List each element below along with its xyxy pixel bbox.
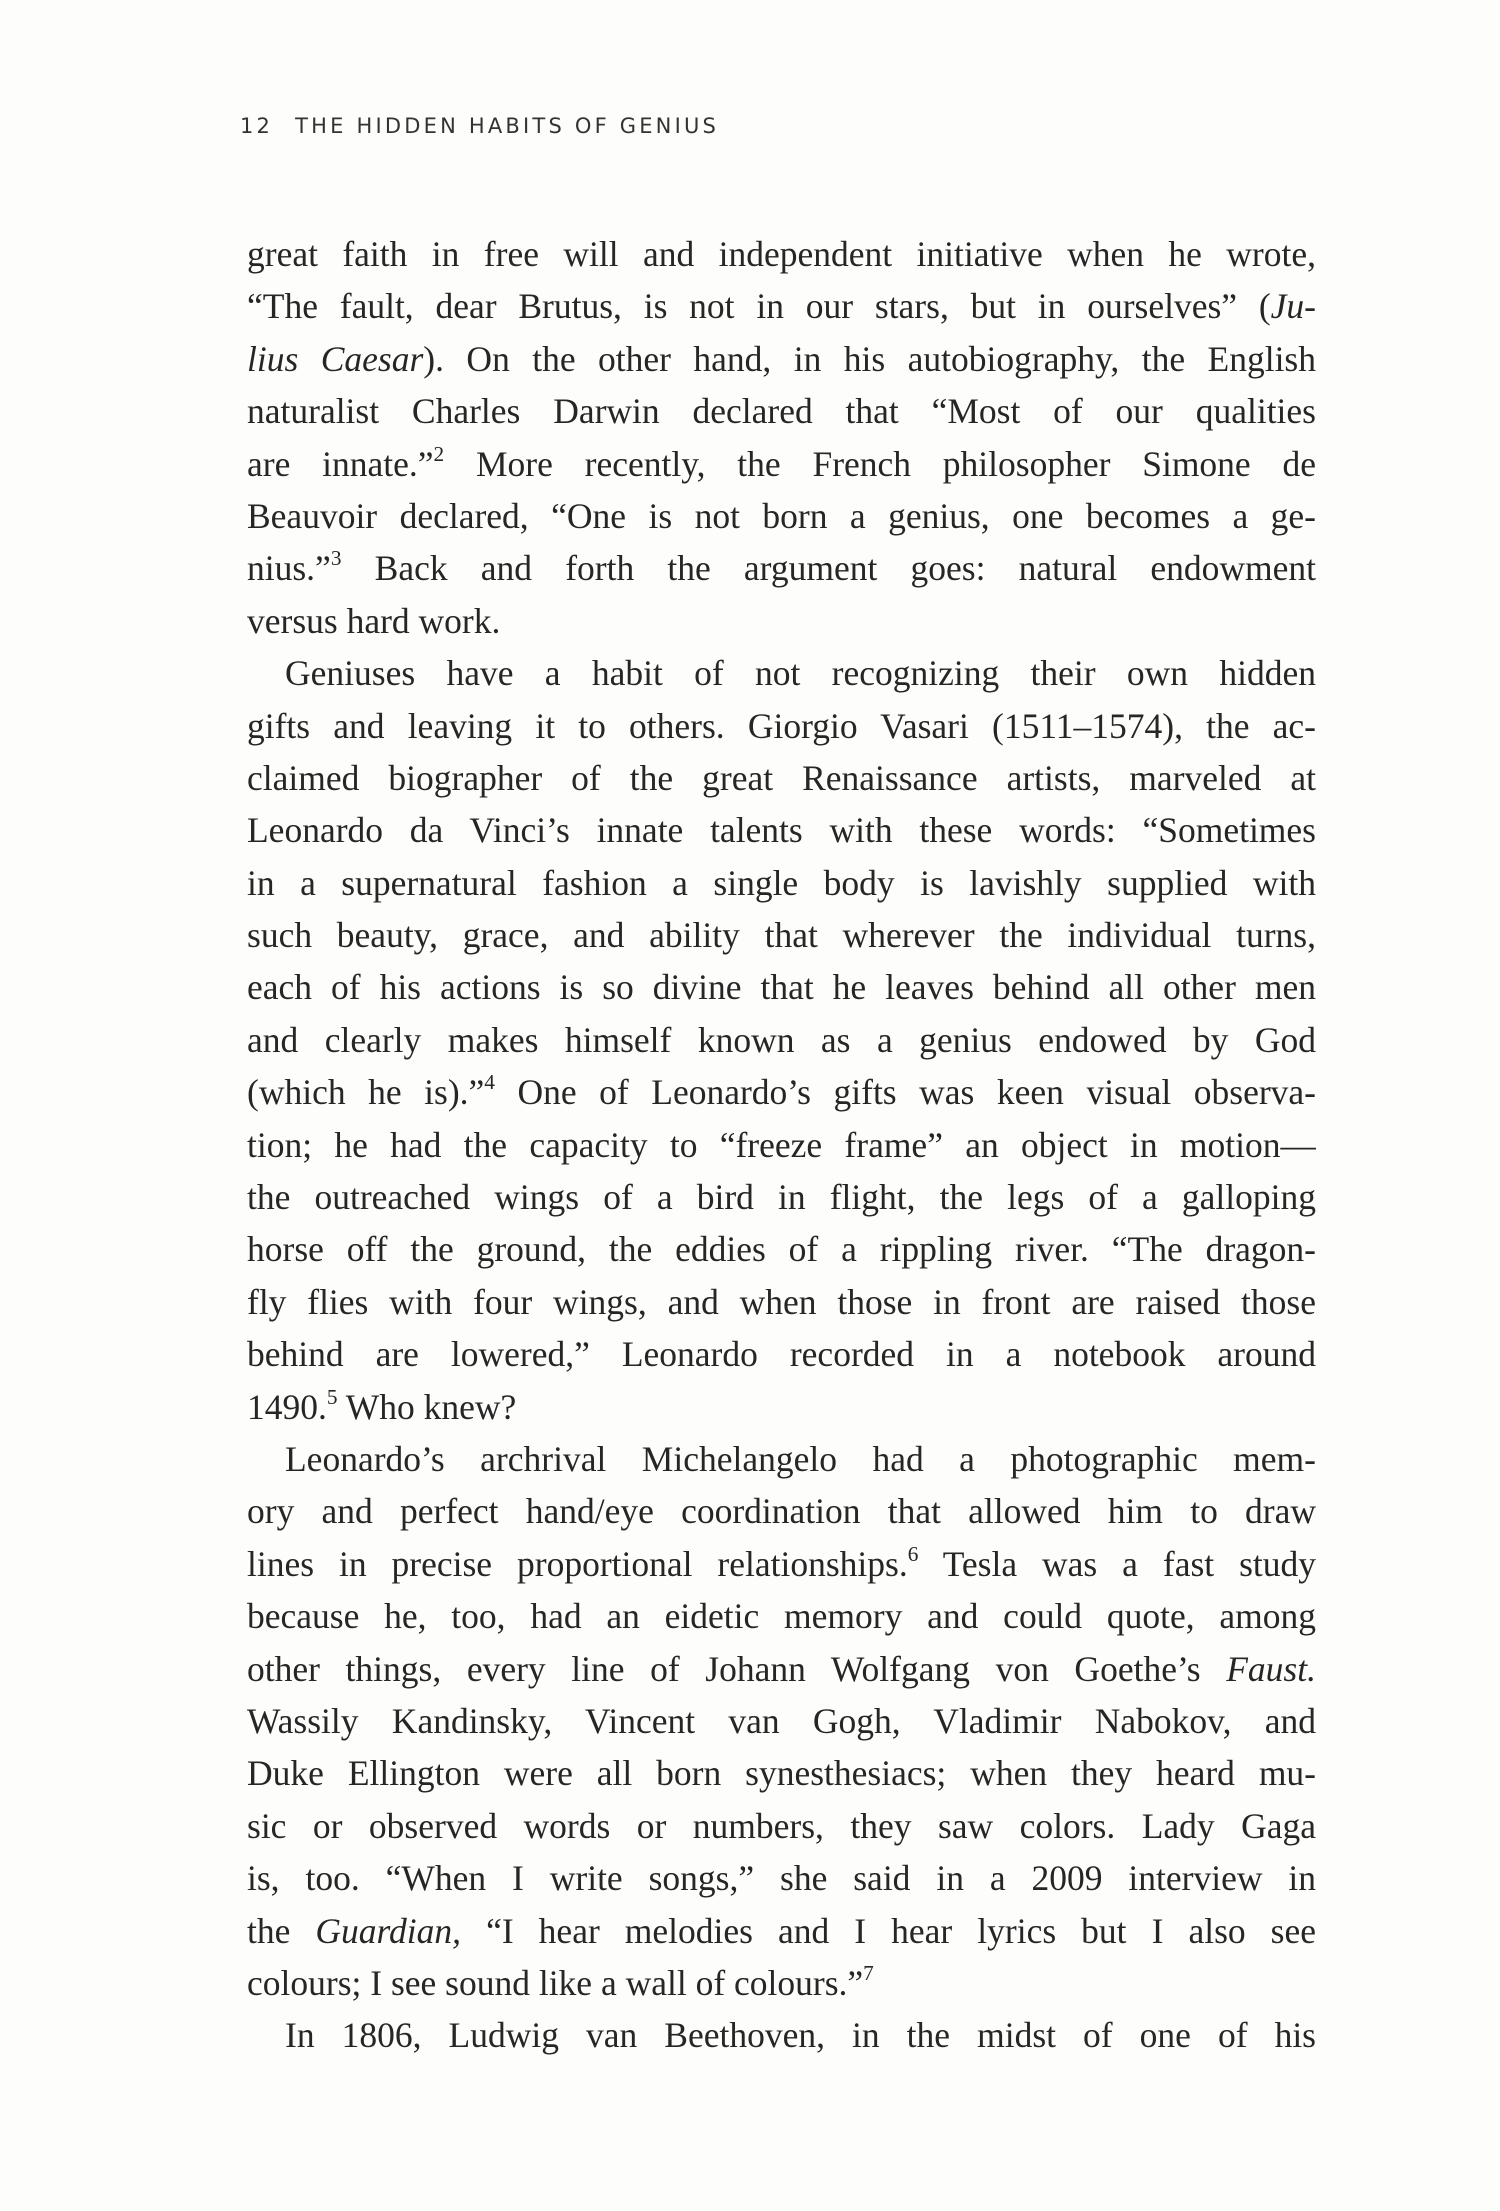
text-run: naturalist Charles Darwin declared that “Most of our qualities	[247, 391, 1316, 432]
text-line	[247, 1905, 1316, 1957]
text-run: Duke Ellington were all born synesthesiacs; when they heard mu-	[247, 1753, 1316, 1794]
text-run: great faith in free will and independent initiative when he wrote,	[247, 234, 1316, 274]
text-line	[247, 1171, 1316, 1223]
text-run: each of his actions is so divine that he leaves behind all other men	[247, 967, 1316, 1008]
text-run: such beauty, grace, and ability that wherever the individual turns,	[247, 915, 1316, 956]
text-line	[247, 1223, 1316, 1275]
text-line	[247, 438, 1316, 490]
text-run: is, too. “When I write songs,” she said in a 2009 interview in	[247, 1858, 1316, 1899]
text-line	[247, 1066, 1316, 1118]
text-run: Leonardo’s archrival Michelangelo had a photographic mem-	[285, 1438, 1316, 1479]
text-line	[247, 280, 1316, 332]
text-line	[247, 542, 1316, 594]
text-run: More recently, the French philosopher Simone de	[444, 443, 1316, 484]
text-line	[247, 1643, 1316, 1695]
text-line	[247, 1800, 1316, 1852]
text-line	[247, 647, 1316, 699]
text-run: Tesla was a fast study	[918, 1543, 1316, 1584]
text-line	[247, 1119, 1316, 1171]
text-run: gifts and leaving it to others. Giorgio Vasari (1511–1574), the ac-	[247, 705, 1316, 746]
body-text	[247, 228, 1316, 2062]
footnote-marker: 3	[330, 546, 342, 571]
text-run: lines in precise proportional relationships.	[247, 1543, 908, 1584]
text-run: claimed biographer of the great Renaissance artists, marveled at	[247, 757, 1316, 798]
text-run: ory and perfect hand/eye coordination that allowed him to draw	[247, 1491, 1316, 1532]
italic-text: Faust.	[1226, 1648, 1316, 1689]
text-run: nius.”	[247, 548, 331, 589]
text-line	[247, 1590, 1316, 1642]
text-line	[247, 1276, 1316, 1328]
text-line	[247, 1014, 1316, 1066]
text-run: Beauvoir declared, “One is not born a genius, one becomes a ge-	[247, 495, 1316, 536]
text-line	[247, 1695, 1316, 1747]
footnote-marker: 2	[433, 441, 445, 466]
footnote-marker: 7	[863, 1960, 874, 1985]
text-run: the	[247, 1910, 316, 1951]
text-line	[247, 1747, 1316, 1799]
footnote-marker: 4	[484, 1070, 495, 1095]
text-line	[247, 490, 1316, 542]
text-line	[247, 909, 1316, 961]
footnote-marker: 5	[326, 1384, 338, 1409]
running-title: THE HIDDEN HABITS OF GENIUS	[295, 114, 720, 138]
text-line	[247, 1328, 1316, 1380]
text-run: tion; he had the capacity to “freeze frame” an object in motion—	[247, 1124, 1316, 1165]
text-line	[247, 752, 1316, 804]
text-run: are innate.”	[247, 443, 434, 484]
text-line	[247, 857, 1316, 909]
text-run: In 1806, Ludwig van Beethoven, in the midst of one of his	[285, 2015, 1316, 2056]
text-run: and clearly makes himself known as a genius endowed by God	[247, 1019, 1316, 1060]
footnote-marker: 6	[907, 1541, 919, 1566]
text-line	[247, 595, 1316, 647]
text-run: Back and forth the argument goes: natural endowment	[341, 548, 1316, 589]
text-run: behind are lowered,” Leonardo recorded in a notebook around	[247, 1334, 1316, 1375]
text-line	[247, 1485, 1316, 1537]
text-run: One of Leonardo’s gifts was keen visual observa-	[494, 1072, 1316, 1113]
text-line	[247, 228, 1316, 280]
text-run: colours; I see sound like a wall of colours.”	[247, 1962, 864, 2003]
text-run: ). On the other hand, in his autobiography, the English	[423, 338, 1316, 379]
text-run: the outreached wings of a bird in flight, the legs of a galloping	[247, 1177, 1316, 1218]
text-line	[247, 333, 1316, 385]
text-run: fly flies with four wings, and when those in front are raised those	[247, 1281, 1316, 1322]
text-run: Geniuses have a habit of not recognizing their own hidden	[285, 653, 1316, 694]
text-run: “The fault, dear Brutus, is not in our stars, but in ourselves” (	[247, 286, 1271, 327]
text-line	[247, 804, 1316, 856]
text-run: Who knew?	[337, 1386, 517, 1427]
text-line	[247, 2009, 1316, 2061]
text-run: (which he is).”	[247, 1072, 485, 1113]
text-run: 1490.	[247, 1386, 327, 1427]
text-line	[247, 1538, 1316, 1590]
text-run: “I hear melodies and I hear lyrics but I also see	[461, 1910, 1316, 1951]
italic-text: lius Caesar	[247, 338, 424, 379]
text-run: sic or observed words or numbers, they saw colors. Lady Gaga	[247, 1805, 1316, 1846]
text-run: Wassily Kandinsky, Vincent van Gogh, Vladimir Nabokov, and	[247, 1700, 1316, 1741]
text-line	[247, 1852, 1316, 1904]
text-run: in a supernatural fashion a single body is lavishly supplied with	[247, 862, 1316, 903]
text-line	[247, 385, 1316, 437]
text-run: other things, every line of Johann Wolfgang von Goethe’s	[247, 1648, 1227, 1689]
text-run: versus hard work.	[247, 600, 501, 641]
text-line	[247, 1381, 1316, 1433]
page-number: 12	[240, 114, 274, 138]
italic-text: Ju-	[1270, 286, 1316, 327]
text-run: Leonardo da Vinci’s innate talents with these words: “Sometimes	[247, 810, 1316, 851]
text-run: horse off the ground, the eddies of a rippling river. “The dragon-	[247, 1229, 1316, 1270]
text-run: because he, too, had an eidetic memory and could quote, among	[247, 1596, 1316, 1637]
italic-text: Guardian,	[315, 1910, 462, 1951]
text-line	[247, 700, 1316, 752]
text-line	[247, 1433, 1316, 1485]
text-line	[247, 1957, 1316, 2009]
running-header	[240, 114, 719, 138]
text-line	[247, 961, 1316, 1013]
